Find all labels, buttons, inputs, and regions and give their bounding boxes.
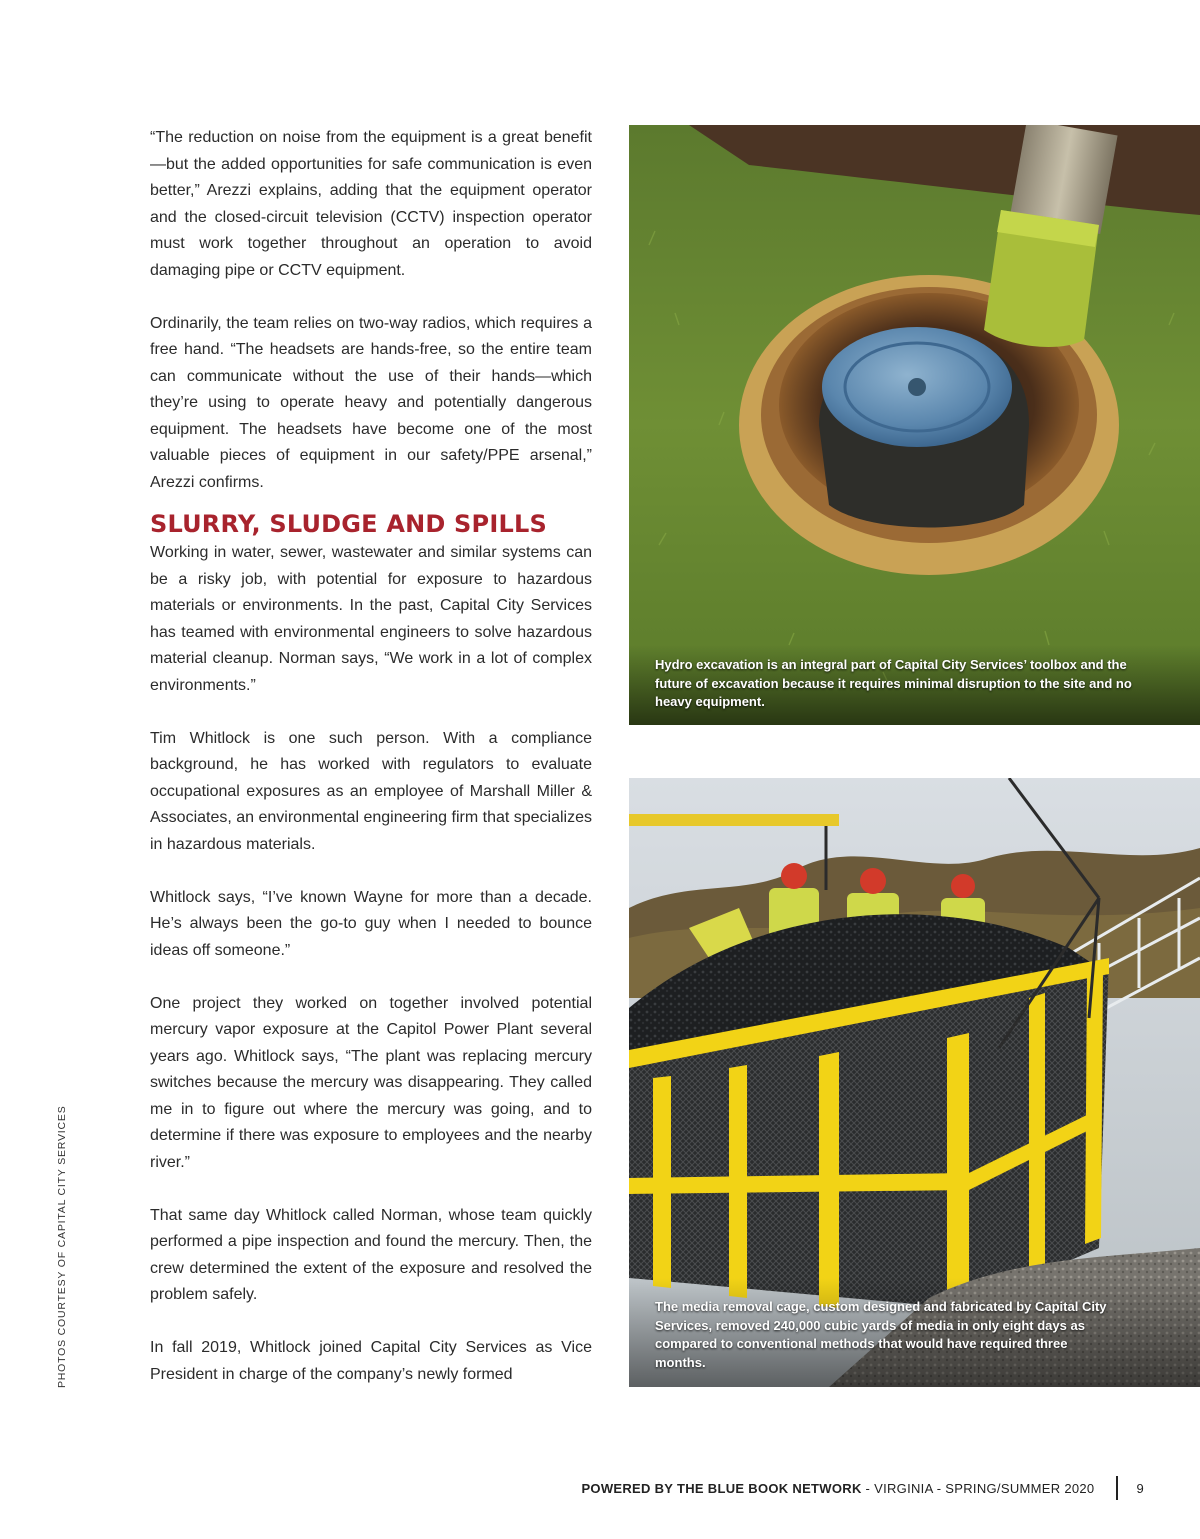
excavation-photo bbox=[629, 125, 1200, 725]
paragraph: Working in water, sewer, wastewater and similar systems can be a risky job, with potential for exposure to hazardous materials or environments. In the past, Capital City Services has teamed with environmental engineers to solve hazardous material cleanup. Norman says, “We work in a lot of complex environments.” bbox=[150, 544, 592, 694]
paragraph: That same day Whitlock called Norman, whose team quickly performed a pipe inspection and found the mercury. Then, the crew determined the extent of the exposure and resolved the problem safely. bbox=[150, 1206, 592, 1303]
section-heading: SLURRY, SLUDGE AND SPILLS bbox=[150, 510, 547, 538]
photo-credit: PHOTOS COURTESY OF CAPITAL CITY SERVICES bbox=[56, 1105, 68, 1388]
excavation-illustration bbox=[629, 125, 1200, 725]
cage-illustration bbox=[629, 778, 1200, 1387]
footer-edition: - VIRGINIA - SPRING/SUMMER 2020 bbox=[861, 1480, 1095, 1496]
article-body bbox=[150, 125, 592, 1415]
paragraph: One project they worked on together involved potential mercury vapor exposure at the Capitol Power Plant several years ago. Whitlock says, “The plant was replacing mercury switches because the mercury was disappearing. They called me in to figure out where the mercury was going, and to determine if there was exposure to employees and the nearby river.” bbox=[150, 994, 592, 1171]
paragraph: Whitlock says, “I’ve known Wayne for more than a decade. He’s always been the go-to guy when I needed to bounce ideas off someone.” bbox=[150, 888, 592, 959]
cage-photo bbox=[629, 778, 1200, 1387]
footer-brand: POWERED BY THE BLUE BOOK NETWORK bbox=[581, 1480, 862, 1496]
footer-divider bbox=[1116, 1476, 1118, 1500]
photo-caption: The media removal cage, custom designed and fabricated by Capital City Services, removed 240,000 cubic yards of media in only eight days as compared to conventional methods that would have required three months. bbox=[655, 1299, 1107, 1370]
photo-caption: Hydro excavation is an integral part of Capital City Services’ toolbox and the future of excavation because it requires minimal disruption to the site and no heavy equipment. bbox=[655, 657, 1132, 709]
paragraph: Tim Whitlock is one such person. With a compliance background, he has worked with regulators to evaluate occupational exposures as an employee of Marshall Miller & Associates, an environmental engineering firm that specializes in hazardous materials. bbox=[150, 729, 593, 853]
page-number: 9 bbox=[1136, 1480, 1144, 1496]
paragraph: In fall 2019, Whitlock joined Capital City Services as Vice President in charge of the company’s newly formed bbox=[150, 1339, 592, 1383]
paragraph: Ordinarily, the team relies on two-way radios, which requires a free hand. “The headsets are hands-free, so the entire team can communicate without the use of their hands—which they’re using to operate heavy and potentially dangerous equipment. The headsets have become one of the most valuable pieces of equipment in our safety/PPE arsenal,” Arezzi confirms. bbox=[150, 314, 592, 491]
paragraph: “The reduction on noise from the equipment is a great benefit—but the added opportunities for safe communication is even better,” Arezzi explains, adding that the equipment operator and the closed-circuit television (CCTV) inspection operator must work together throughout an operation to avoid damaging pipe or CCTV equipment. bbox=[150, 129, 592, 279]
page-footer bbox=[581, 1476, 1144, 1500]
